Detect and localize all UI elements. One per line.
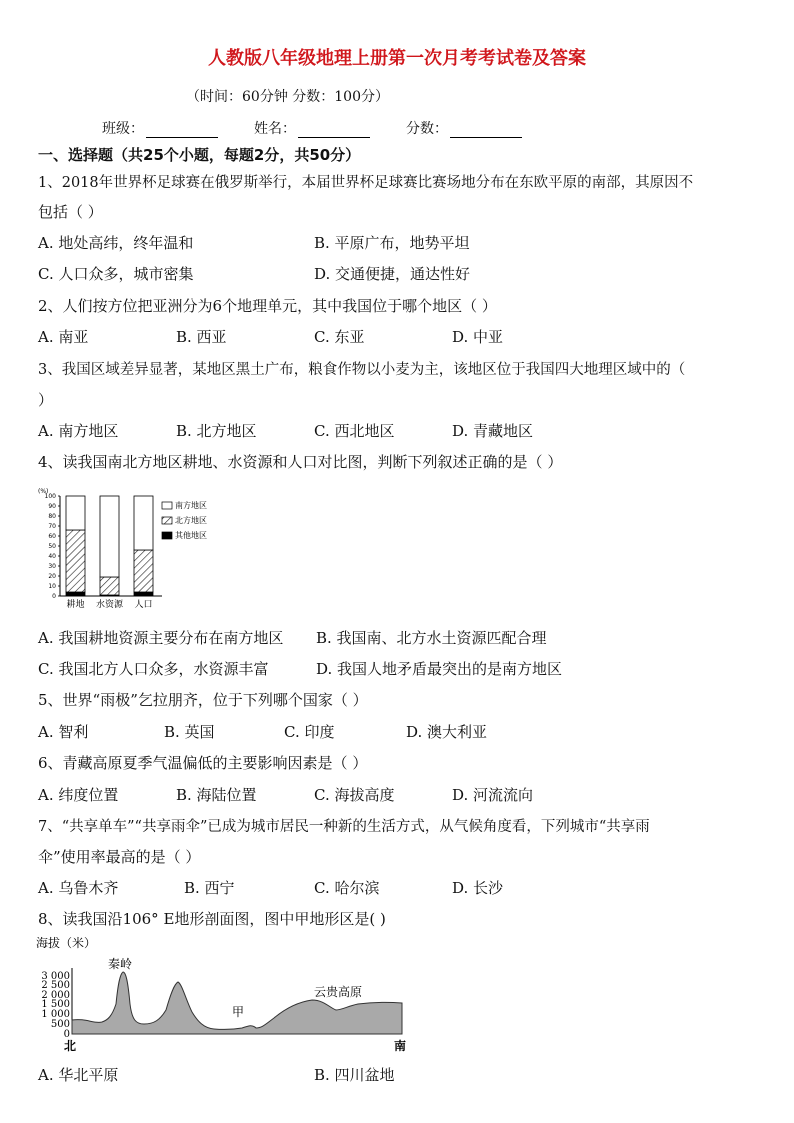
q6-option-d[interactable]: D. 河流流向 (452, 786, 534, 804)
name-label: 姓名： (254, 121, 296, 137)
q5-option-d[interactable]: D. 澳大利亚 (406, 723, 488, 741)
q6-option-b[interactable]: B. 海陆位置 (176, 786, 257, 804)
label-yungui-plateau: 云贵高原 (314, 985, 363, 999)
section-heading: 一、选择题（共25个小题，每题2分，共50分） (38, 146, 361, 164)
profile-ytick-500: 500 (50, 1019, 70, 1030)
q2-option-c[interactable]: C. 东亚 (314, 328, 365, 346)
q6-option-a[interactable]: A. 纬度位置 (38, 786, 119, 804)
exam-meta: （时间：60分钟 分数：100分） (186, 89, 389, 105)
score-field (406, 118, 522, 138)
y-tick-label: 80 (48, 513, 56, 520)
terrain-profile-shape (72, 972, 402, 1034)
y-tick-label: 50 (48, 543, 56, 550)
bar-segment (100, 496, 119, 577)
y-tick-label: 70 (48, 523, 56, 530)
q2-option-d[interactable]: D. 中亚 (452, 328, 504, 346)
q1-option-c[interactable]: C. 人口众多，城市密集 (38, 265, 194, 283)
q8-option-a[interactable]: A. 华北平原 (38, 1066, 119, 1084)
y-tick-label: 60 (48, 533, 56, 540)
q5-stem: 5、世界“雨极”乞拉朋齐，位于下列哪个国家（ ） (38, 691, 368, 709)
q7-option-d[interactable]: D. 长沙 (452, 879, 504, 897)
q3-option-c[interactable]: C. 西北地区 (314, 422, 395, 440)
terrain-profile-diagram (36, 934, 416, 1058)
y-unit-label: (%) (38, 488, 49, 495)
profile-ytick-1500: 1 500 (41, 999, 70, 1010)
category-label: 水资源 (95, 600, 124, 610)
q2-option-b[interactable]: B. 西亚 (176, 328, 227, 346)
profile-ylabel: 海拔（米） (36, 936, 97, 950)
bar-segment (66, 592, 85, 596)
q3-option-a[interactable]: A. 南方地区 (38, 422, 119, 440)
q1-stem-line1: 1、2018年世界杯足球赛在俄罗斯举行，本届世界杯足球赛比赛场地分布在东欧平原的南部，其原因不 (38, 175, 694, 191)
profile-ytick-3000: 3 000 (41, 971, 70, 982)
label-jia: 甲 (232, 1005, 245, 1019)
y-tick-label: 10 (48, 583, 56, 590)
name-blank[interactable] (298, 123, 370, 138)
q4-option-c[interactable]: C. 我国北方人口众多，水资源丰富 (38, 660, 269, 678)
label-qinling: 秦岭 (108, 957, 133, 971)
class-blank[interactable] (146, 123, 218, 138)
q3-option-d[interactable]: D. 青藏地区 (452, 422, 534, 440)
q5-option-c[interactable]: C. 印度 (284, 723, 335, 741)
q5-option-a[interactable]: A. 智利 (38, 723, 89, 741)
q3-stem-line2: ） (38, 391, 54, 409)
y-tick-label: 40 (48, 553, 56, 560)
q4-option-b[interactable]: B. 我国南、北方水土资源匹配合理 (316, 629, 547, 647)
profile-ytick-2000: 2 000 (41, 990, 70, 1001)
category-label: 人口 (134, 600, 153, 610)
bar-segment (134, 550, 153, 592)
stacked-bar-chart (34, 484, 234, 614)
y-tick-label: 20 (48, 573, 56, 580)
bar-segment (66, 530, 85, 592)
q6-stem: 6、青藏高原夏季气温偏低的主要影响因素是（ ） (38, 754, 368, 772)
q2-option-a[interactable]: A. 南亚 (38, 328, 89, 346)
q7-stem-line2: 伞”使用率最高的是（ ） (38, 848, 201, 866)
bar-segment (66, 496, 85, 530)
y-tick-label: 100 (44, 493, 56, 500)
class-field (102, 118, 218, 138)
q7-option-c[interactable]: C. 哈尔滨 (314, 879, 380, 897)
profile-ytick-1000: 1 000 (41, 1009, 70, 1020)
legend-label: 北方地区 (175, 516, 207, 525)
q1-option-a[interactable]: A. 地处高纬，终年温和 (38, 234, 194, 252)
q4-option-a[interactable]: A. 我国耕地资源主要分布在南方地区 (38, 629, 284, 647)
q6-option-c[interactable]: C. 海拔高度 (314, 786, 395, 804)
legend-swatch (162, 532, 172, 539)
q1-stem-line2: 包括（ ） (38, 203, 103, 221)
q2-stem: 2、人们按方位把亚洲分为6个地理单元，其中我国位于哪个地区（ ） (38, 297, 497, 315)
page-title: 人教版八年级地理上册第一次月考考试卷及答案 (208, 48, 586, 69)
q1-option-d[interactable]: D. 交通便捷，通达性好 (314, 265, 471, 283)
profile-ytick-0: 0 (63, 1029, 70, 1040)
legend-label: 南方地区 (175, 501, 207, 510)
q8-option-b[interactable]: B. 四川盆地 (314, 1066, 395, 1084)
profile-ytick-2500: 2 500 (41, 980, 70, 991)
label-north: 北 (64, 1039, 77, 1053)
y-tick-label: 0 (52, 593, 56, 600)
q3-option-b[interactable]: B. 北方地区 (176, 422, 257, 440)
q4-option-d[interactable]: D. 我国人地矛盾最突出的是南方地区 (316, 660, 563, 678)
q7-option-b[interactable]: B. 西宁 (184, 879, 235, 897)
name-field (254, 118, 370, 138)
bar-segment (134, 592, 153, 596)
label-south: 南 (394, 1039, 407, 1053)
legend-label: 其他地区 (175, 531, 207, 540)
legend-swatch (162, 517, 172, 524)
bar-segment (100, 577, 119, 595)
bar-segment (134, 496, 153, 550)
q7-option-a[interactable]: A. 乌鲁木齐 (38, 879, 119, 897)
score-blank[interactable] (450, 123, 522, 138)
legend-swatch (162, 502, 172, 509)
q5-option-b[interactable]: B. 英国 (164, 723, 215, 741)
y-tick-label: 30 (48, 563, 56, 570)
q7-stem-line1: 7、“共享单车”“共享雨伞”已成为城市居民一种新的生活方式，从气候角度看，下列城市“共享雨 (38, 819, 650, 835)
q3-stem-line1: 3、我国区域差异显著，某地区黑土广布，粮食作物以小麦为主，该地区位于我国四大地理区域中的（ (38, 362, 686, 378)
class-label: 班级： (102, 121, 144, 137)
category-label: 耕地 (66, 600, 85, 610)
score-label: 分数： (406, 121, 448, 137)
q8-stem: 8、读我国沿106° E地形剖面图，图中甲地形区是( ) (38, 910, 386, 928)
y-tick-label: 90 (48, 503, 56, 510)
q1-option-b[interactable]: B. 平原广布，地势平坦 (314, 234, 470, 252)
q4-stem: 4、读我国南北方地区耕地、水资源和人口对比图，判断下列叙述正确的是（ ） (38, 453, 563, 471)
